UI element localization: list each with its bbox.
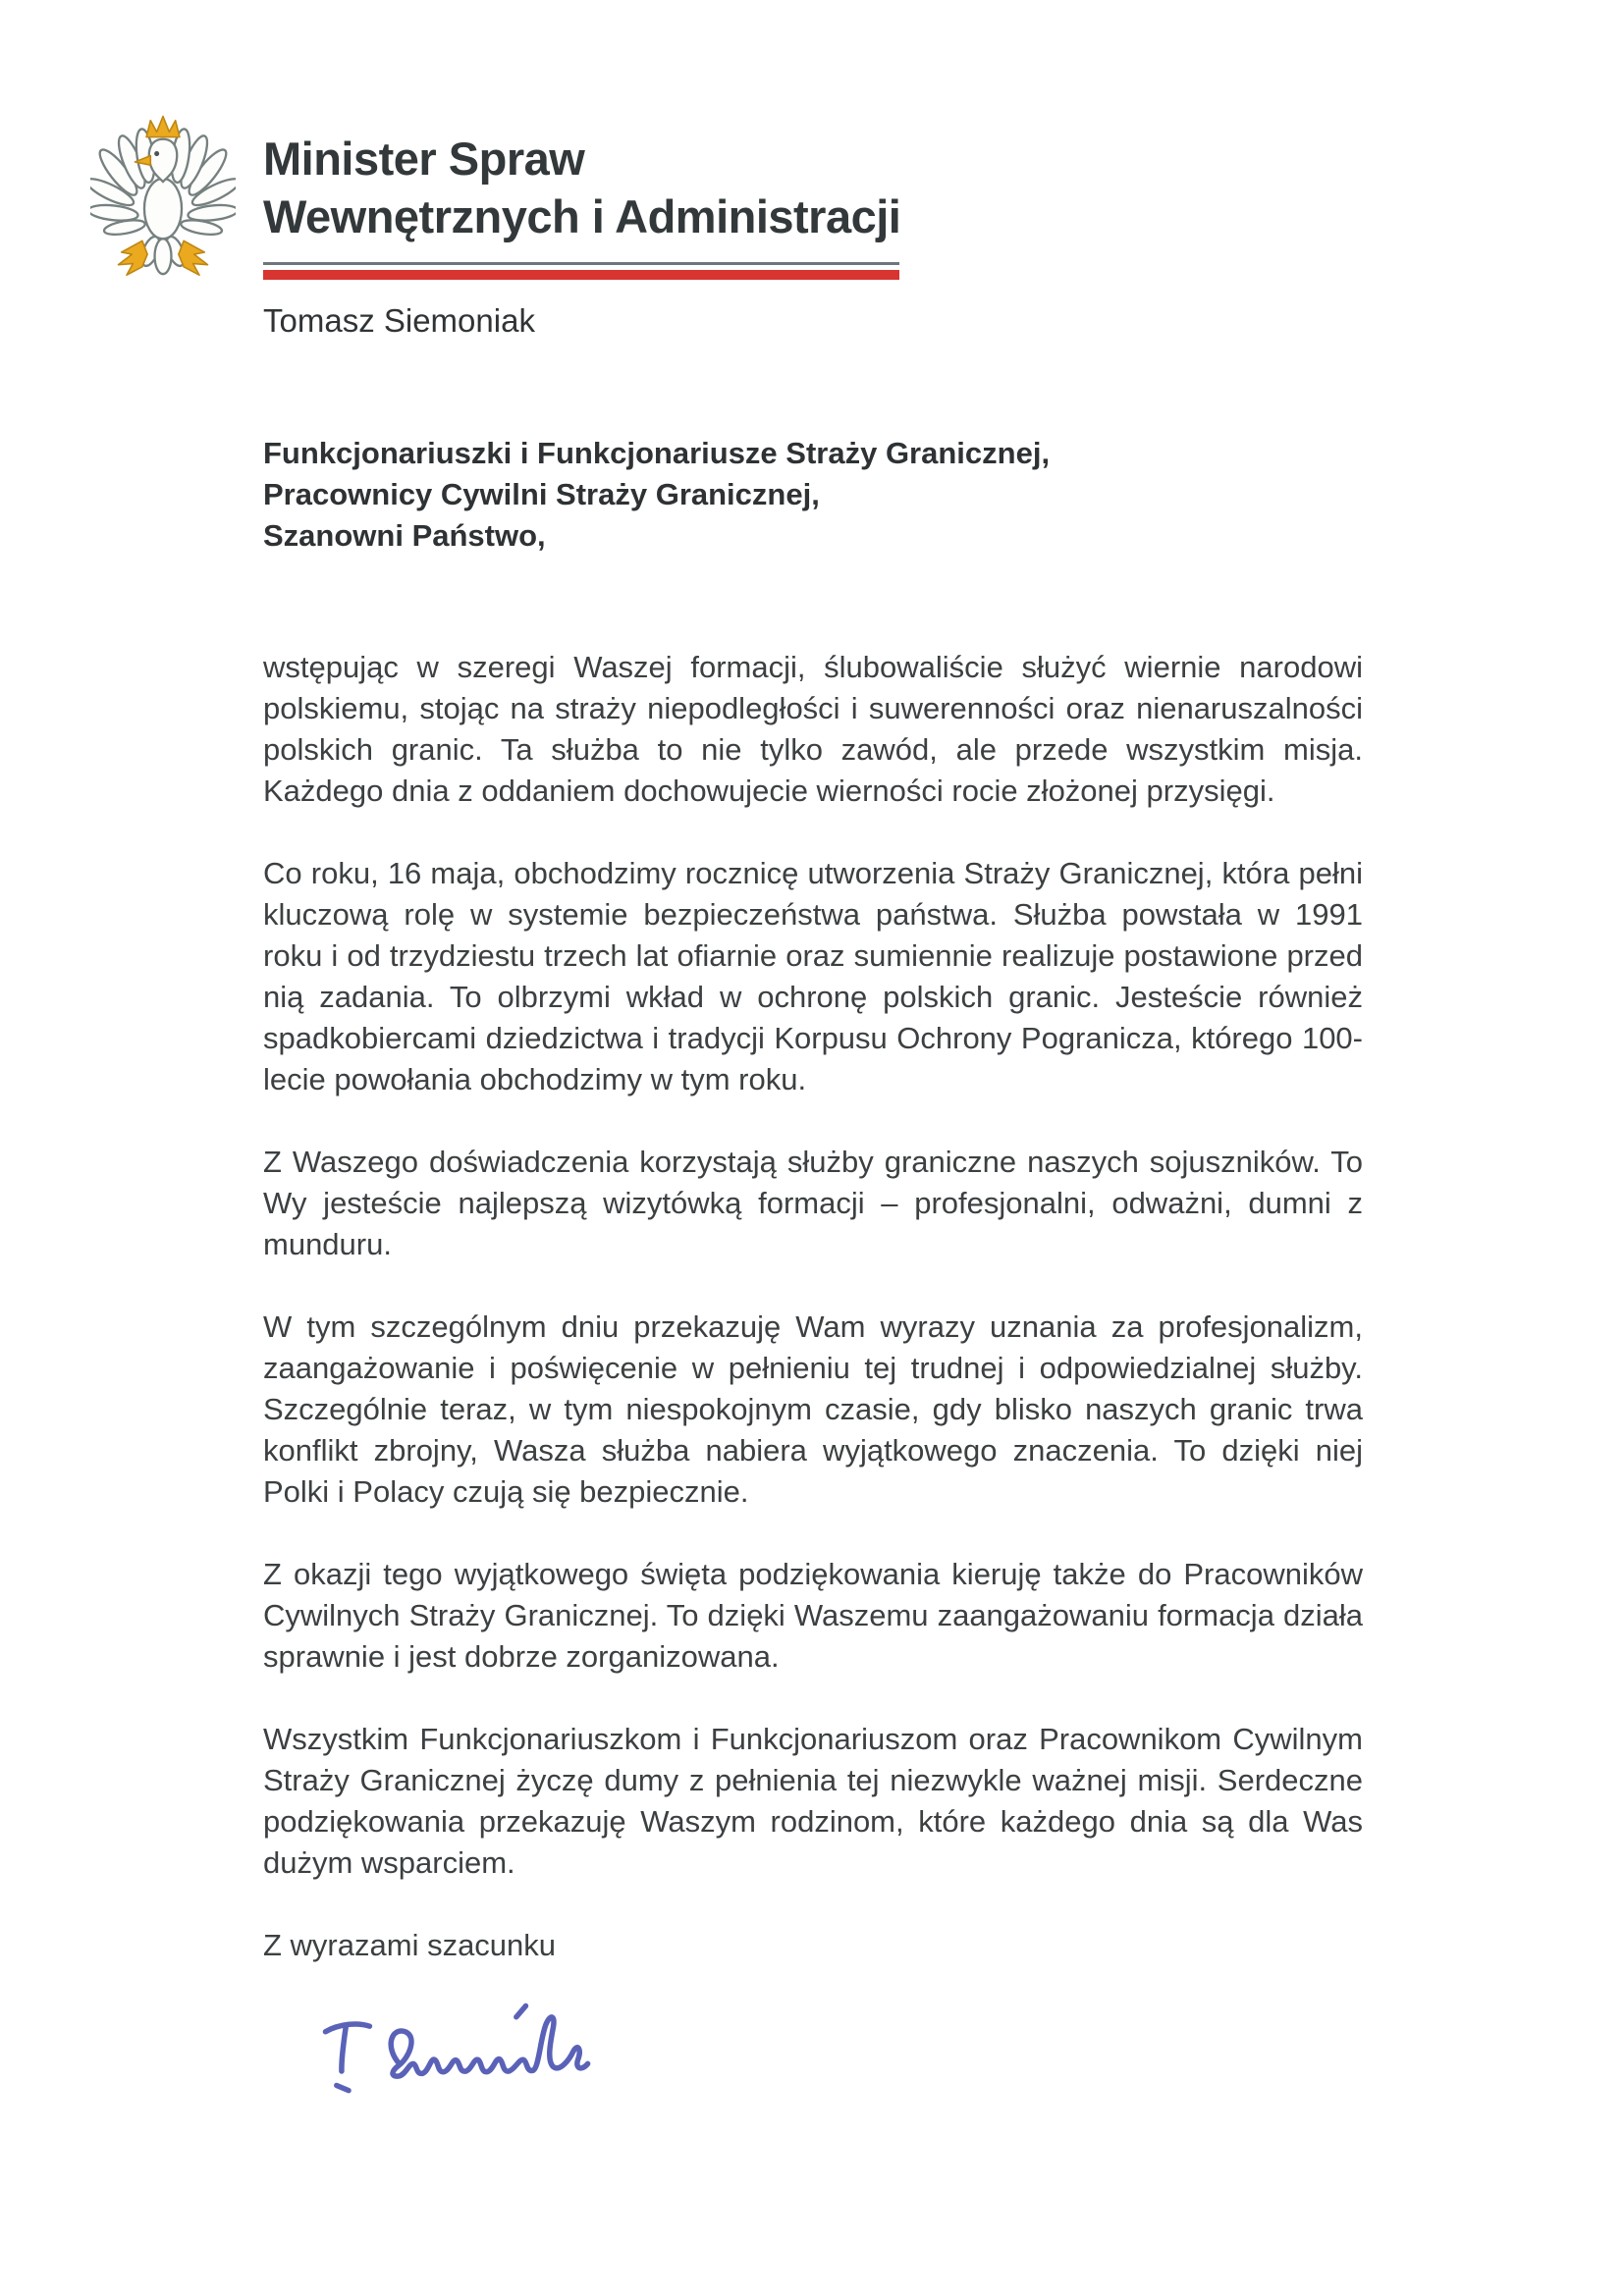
ministry-title [263, 130, 1363, 245]
salutation [263, 433, 1363, 557]
ministry-title-line1: Minister Spraw [263, 133, 585, 185]
ministry-title-line2: Wewnętrznych i Administracji [263, 190, 901, 242]
polish-eagle-emblem-icon [90, 110, 236, 287]
salutation-line: Funkcjonariuszki i Funkcjonariusze Straży Granicznej, [263, 436, 1051, 470]
paragraph-6: Wszystkim Funkcjonariuszkom i Funkcjonariuszom oraz Pracownikom Cywilnym Straży Granicznej życzę dumy z pełnienia tej niezwykle ważnej misji. Serdeczne podziękowania przekazuję Waszym rodzinom, które każdego dnia są dla Was dużym wsparciem. [263, 1722, 1363, 1880]
letter-body [263, 433, 1363, 2104]
salutation-line: Szanowni Państwo, [263, 518, 546, 553]
paragraph-2: Co roku, 16 maja, obchodzimy rocznicę utworzenia Straży Granicznej, która pełni kluczową rolę w systemie bezpieczeństwa państwa. Służba powstała w 1991 roku i od trzydziestu trzech lat ofiarnie oraz sumiennie realizuje postawione przed nią zadania. To olbrzymi wkład w ochronę polskich granic. Jesteście również spadkobiercami dziedzictwa i tradycji Korpusu Ochrony Pogranicza, którego 100-lecie powołania obchodzimy w tym roku. [263, 856, 1363, 1096]
closing-line: Z wyrazami szacunku [263, 1928, 557, 1962]
handwritten-signature [284, 1991, 650, 2109]
letterhead-rule [263, 262, 899, 280]
letterhead-rule-gray [263, 262, 899, 265]
paragraph-4: W tym szczególnym dniu przekazuję Wam wyrazy uznania za profesjonalizm, zaangażowanie i poświęcenie w pełnieniu tej trudnej i odpowiedzialnej służby. Szczególnie teraz, w tym niespokojnym czasie, gdy blisko naszych granic trwa konflikt zbrojny, Wasza służba nabiera wyjątkowego znaczenia. To dzięki niej Polki i Polacy czują się bezpiecznie. [263, 1309, 1363, 1509]
minister-name: Tomasz Siemoniak [263, 302, 535, 339]
letterhead-rule-red [263, 270, 899, 280]
paragraph-3: Z Waszego doświadczenia korzystają służby graniczne naszych sojuszników. To Wy jesteście najlepszą wizytówką formacji – profesjonalni, odważni, dumni z munduru. [263, 1145, 1363, 1261]
paragraph-5: Z okazji tego wyjątkowego święta podziękowania kieruję także do Pracowników Cywilnych Straży Granicznej. To dzięki Waszemu zaangażowaniu formacja działa sprawnie i jest dobrze zorganizowana. [263, 1557, 1363, 1674]
paragraph-1: wstępując w szeregi Waszej formacji, ślubowaliście służyć wiernie narodowi polskiemu, stojąc na straży niepodległości i suwerenności oraz nienaruszalności polskich granic. Ta służba to nie tylko zawód, ale przede wszystkim misja. Każdego dnia z oddaniem dochowujecie wierności rocie złożonej przysięgi. [263, 650, 1363, 808]
salutation-line: Pracownicy Cywilni Straży Granicznej, [263, 477, 820, 511]
